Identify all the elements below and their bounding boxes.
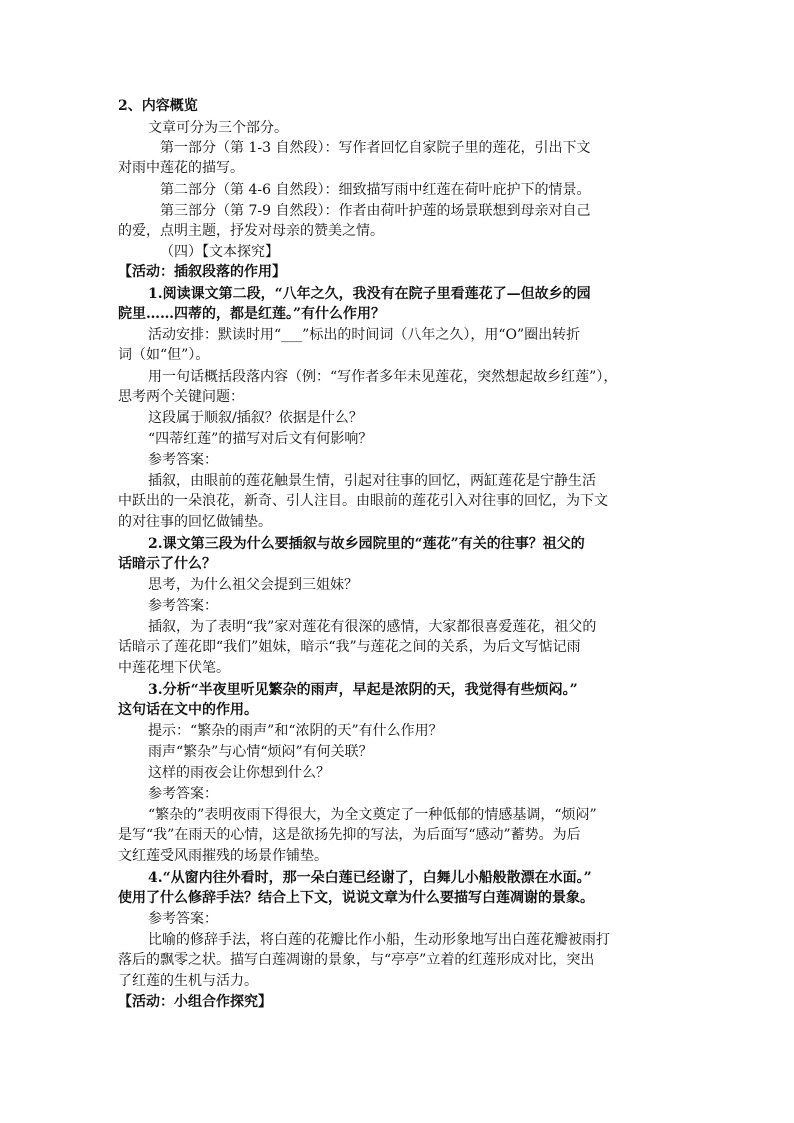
- q3-answer-line1: “繁杂的”表明夜雨下得很大，为全文奠定了一种低郁的情感基调，“烦闷”: [148, 807, 597, 823]
- q1-summary-line1: 用一句话概括段落内容（例：“写作者多年未见莲花，突然想起故乡红莲”），: [148, 369, 618, 385]
- q4-answer-line2: 落后的飘零之状。描写白莲凋谢的景象，与“亭亭”立着的红莲形成对比，突出: [118, 952, 595, 968]
- part1-line2: 对雨中莲花的描写。: [118, 160, 244, 176]
- activity1-heading: 【活动：插叙段落的作用】: [118, 264, 286, 280]
- q2-think: 思考，为什么祖父会提到三姐妹？: [148, 577, 358, 593]
- q3-line2: 这句话在文中的作用。: [118, 702, 258, 718]
- q4-line1: 4.“从窗内往外看时，那一朵白莲已经谢了，白舞儿小船般散漂在水面。”: [148, 870, 592, 886]
- part3-line2: 的爱，点明主题，抒发对母亲的赞美之情。: [118, 223, 384, 239]
- q1-think2: “四蒂红莲”的描写对后文有何影响？: [148, 431, 373, 447]
- q2-answer-line1: 插叙，为了表明“我”家对莲花有很深的感情，大家都很喜爱莲花，祖父的: [148, 619, 597, 635]
- part1-line1: 第一部分（第 1-3 自然段）：写作者回忆自家院子里的莲花，引出下文: [160, 140, 591, 156]
- q2-line2: 话暗示了什么？: [118, 556, 216, 572]
- q2-ref-label: 参考答案：: [148, 598, 218, 614]
- section-heading: 2、内容概览: [118, 98, 198, 114]
- q1-answer-line2: 中跃出的一朵浪花，新奇、引人注目。由眼前的莲花引入对往事的回忆，为下文: [118, 493, 608, 509]
- part3-line1: 第三部分（第 7-9 自然段）：作者由荷叶护莲的场景联想到母亲对自己: [160, 203, 591, 219]
- q4-answer-line1: 比喻的修辞手法，将白莲的花瓣比作小船，生动形象地写出白莲花瓣被雨打: [148, 932, 610, 948]
- q1-answer-line1: 插叙，由眼前的莲花触景生情，引起对往事的回忆，两缸莲花是宁静生活: [148, 473, 596, 489]
- q1-think1: 这段属于顺叙/插叙？依据是什么？: [148, 410, 363, 426]
- part2-line1: 第二部分（第 4-6 自然段）：细致描写雨中红莲在荷叶庇护下的情景。: [160, 182, 591, 198]
- q3-answer-line2: 是写“我”在雨天的心情，这是欲扬先抑的写法，为后面写“感动”蓄势。为后: [118, 827, 581, 843]
- q3-ref-label: 参考答案：: [148, 786, 218, 802]
- subsection-heading: （四）【文本探究】: [160, 244, 279, 260]
- q2-answer-line3: 中莲花埋下伏笔。: [118, 660, 230, 676]
- q1-arrange-line1: 活动安排：默读时用“___”标出的时间词（八年之久），用“O”圈出转折: [148, 327, 581, 343]
- q1-summary-line2: 思考两个关键问题：: [118, 389, 244, 405]
- q3-answer-line3: 文红莲受风雨摧残的场景作铺垫。: [118, 848, 328, 864]
- q1-line2: 院里……四蒂的，都是红莲。”有什么作用？: [118, 306, 386, 322]
- q3-hint: 提示：“繁杂的雨声”和“浓阴的天”有什么作用？: [148, 723, 443, 739]
- q3-hint2: 雨声“繁杂”与心情“烦闷”有何关联？: [148, 744, 373, 760]
- q3-line1: 3.分析“半夜里听见繁杂的雨声，早起是浓阴的天，我觉得有些烦闷。”: [148, 682, 578, 698]
- q4-answer-line3: 了红莲的生机与活力。: [118, 973, 258, 989]
- q4-line2: 使用了什么修辞手法？结合上下文，说说文章为什么要描写白莲凋谢的景象。: [118, 890, 594, 906]
- q1-line1: 1.阅读课文第二段，“八年之久，我没有在院子里看莲花了—但故乡的园: [148, 286, 591, 302]
- q1-arrange-line2: 词（如“但”）。: [118, 347, 210, 363]
- q1-answer-line3: 的对往事的回忆做铺垫。: [118, 514, 272, 530]
- overview-intro: 文章可分为三个部分。: [148, 120, 288, 136]
- q1-ref-label: 参考答案：: [148, 452, 218, 468]
- q2-line1: 2.课文第三段为什么要插叙与故乡园院里的“莲花”有关的往事？祖父的: [148, 536, 585, 552]
- q3-hint3: 这样的雨夜会让你想到什么？: [148, 765, 330, 781]
- activity2-heading: 【活动：小组合作探究】: [118, 994, 272, 1010]
- q2-answer-line2: 话暗示了莲花即“我们”姐妹，暗示“我”与莲花之间的关系，为后文写惦记雨: [118, 639, 581, 655]
- q4-ref-label: 参考答案：: [148, 911, 218, 927]
